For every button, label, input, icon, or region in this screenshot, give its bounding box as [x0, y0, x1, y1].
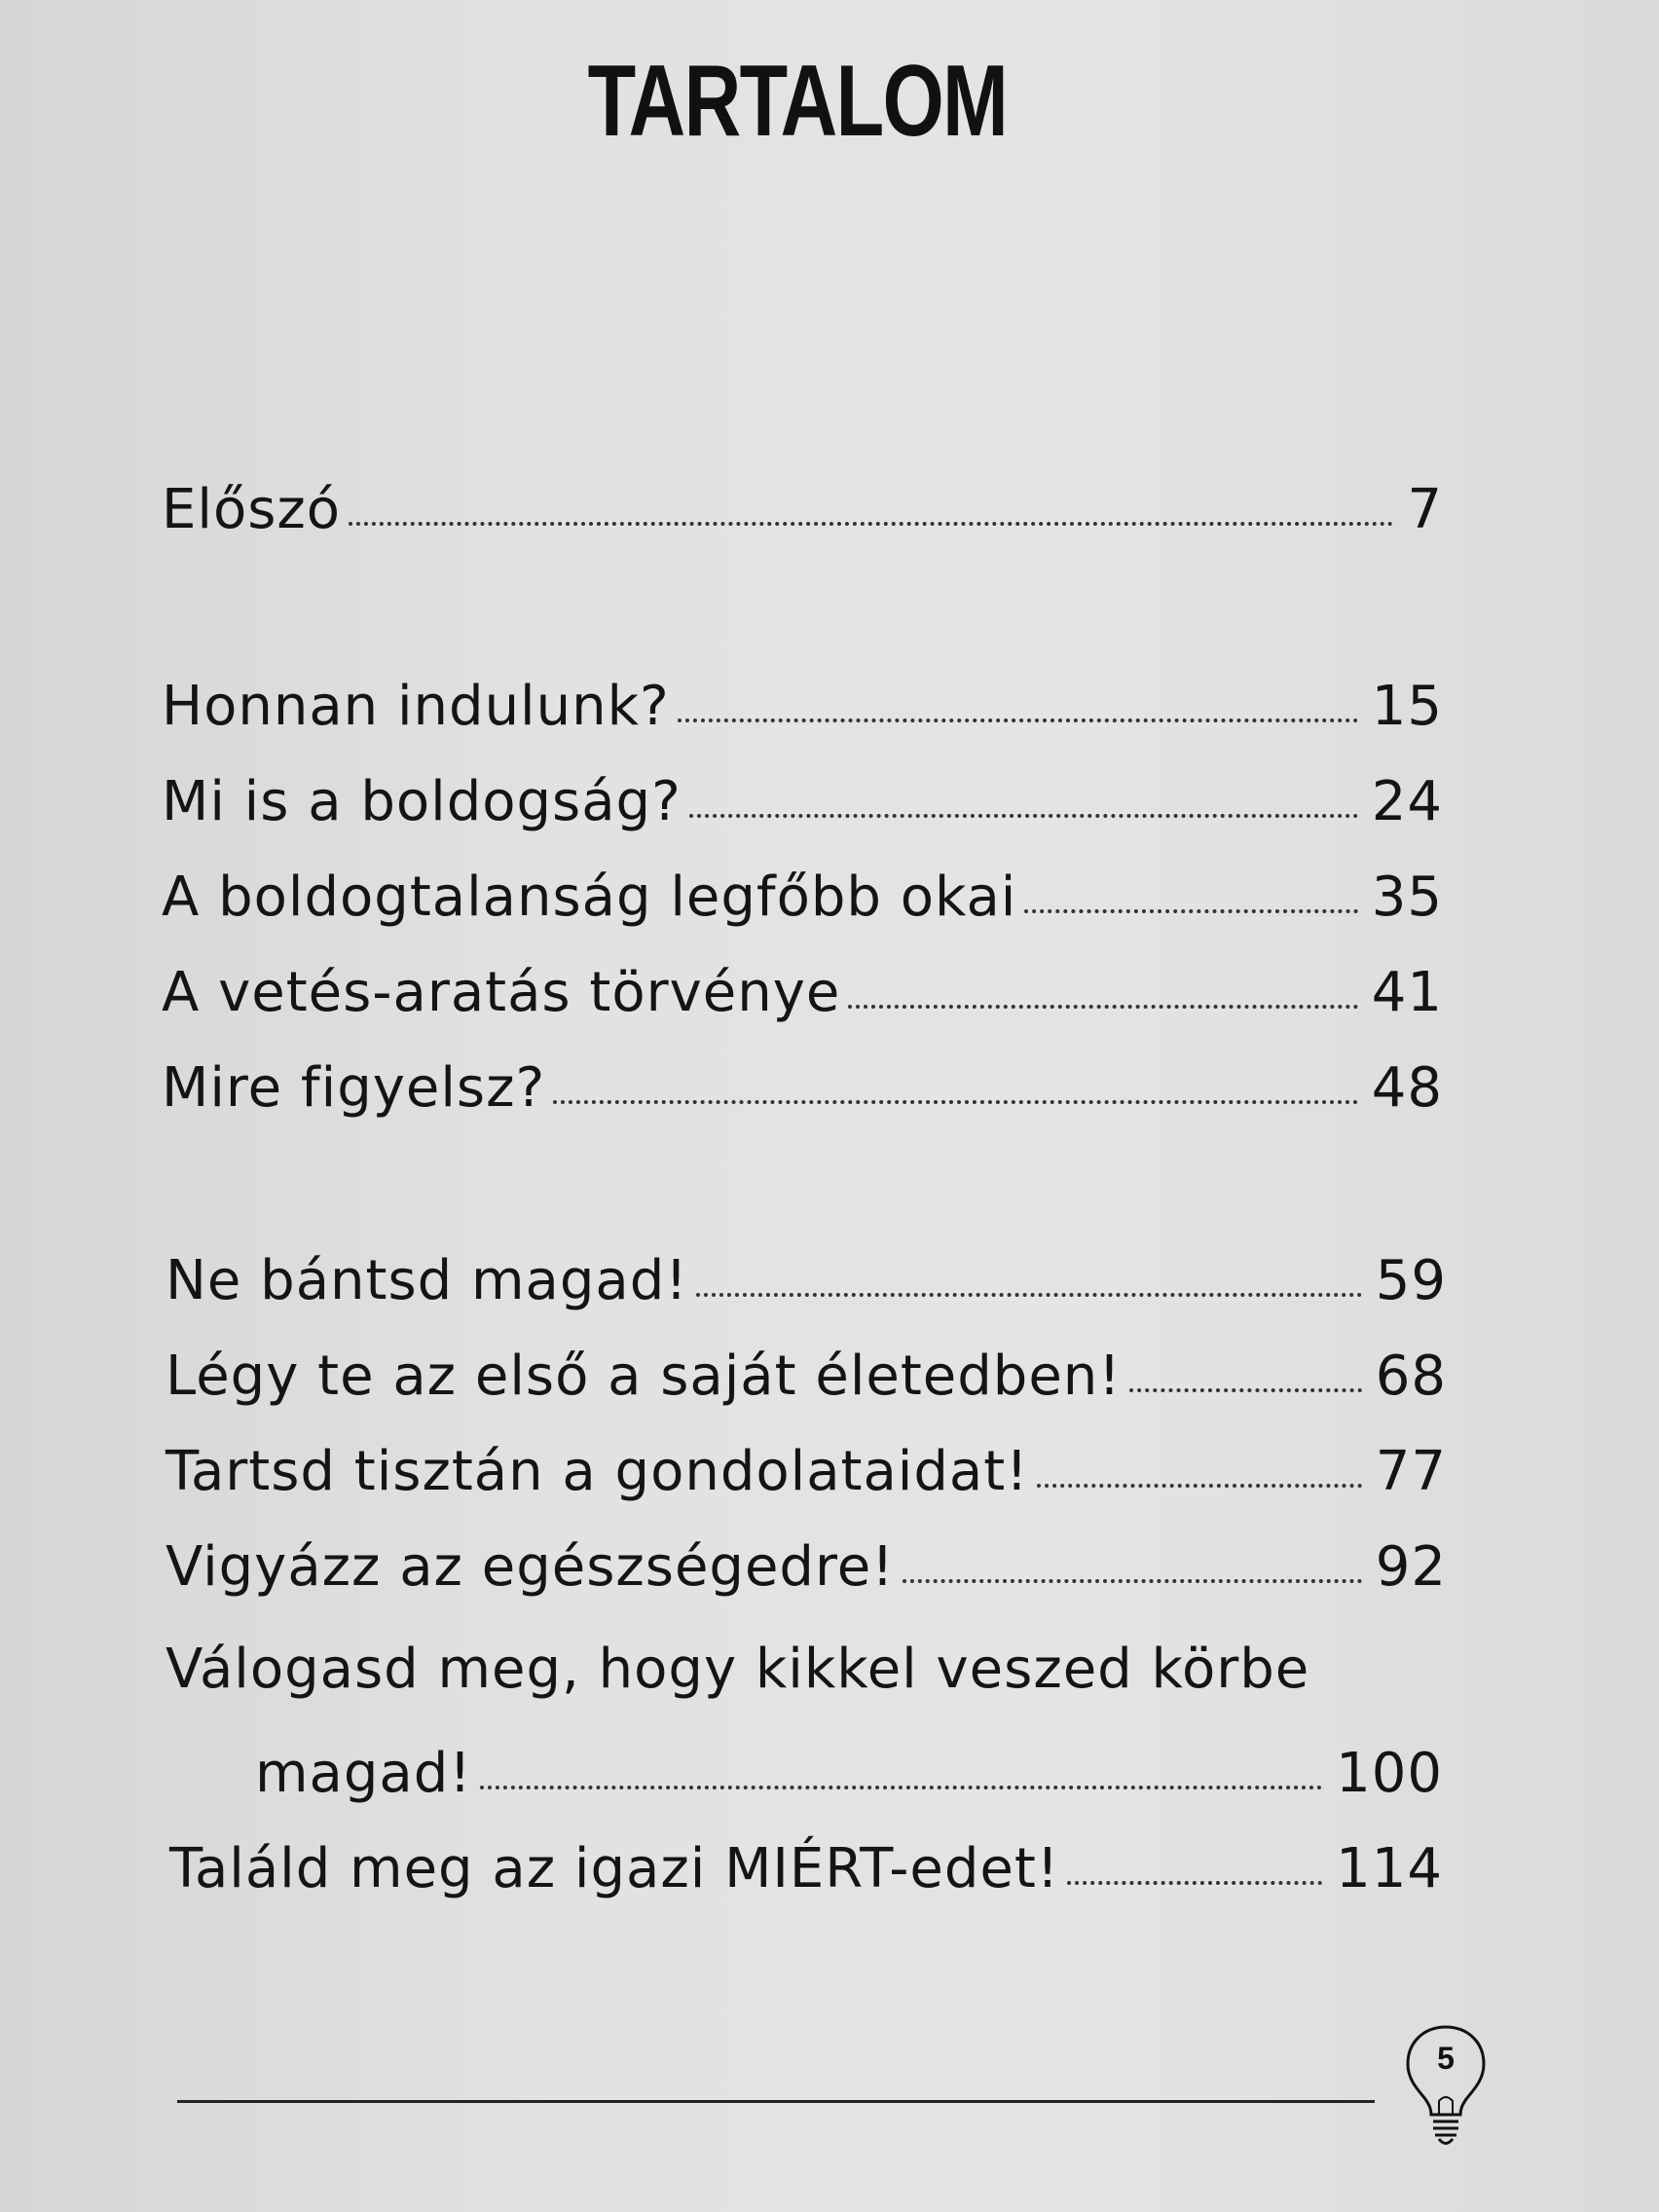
toc-entry-label-line1: Válogasd meg, hogy kikkel veszed körbe	[166, 1638, 1310, 1701]
toc-entry-label: Mire figyelsz?	[162, 1056, 546, 1120]
leader-dots	[1129, 1388, 1362, 1392]
toc-entry-page: 100	[1336, 1742, 1443, 1805]
toc-entry	[162, 853, 1443, 929]
page-number: 5	[1437, 2041, 1455, 2076]
leader-dots	[1037, 1484, 1362, 1488]
leader-dots	[848, 1005, 1357, 1009]
leader-dots	[678, 719, 1358, 722]
toc-entry	[255, 1729, 1443, 1805]
leader-dots	[553, 1100, 1358, 1104]
toc-entry-label: A vetés-aratás törvénye	[162, 961, 841, 1024]
toc-entry-label: Mi is a boldogság?	[162, 770, 682, 833]
toc-entry	[162, 662, 1443, 738]
toc-entry-page: 92	[1375, 1535, 1447, 1599]
toc-entry	[162, 465, 1443, 541]
toc-entry-page: 59	[1375, 1249, 1447, 1312]
toc-entry-label: Vigyázz az egészségedre!	[166, 1535, 895, 1599]
leader-dots	[903, 1579, 1362, 1583]
toc-entry	[162, 948, 1443, 1024]
toc-entry	[162, 757, 1443, 833]
toc-entry-label: Ne bántsd magad!	[166, 1249, 688, 1312]
toc-entry-page: 35	[1371, 866, 1443, 929]
leader-dots	[480, 1786, 1322, 1789]
footer-rule	[177, 2100, 1375, 2103]
toc-entry-label: Találd meg az igazi MIÉRT-edet!	[169, 1837, 1060, 1900]
toc-entry-page: 41	[1371, 961, 1443, 1024]
toc-entry-page: 7	[1407, 478, 1443, 541]
toc-entry	[166, 1523, 1447, 1599]
leader-dots	[689, 814, 1358, 818]
leader-dots	[1067, 1881, 1322, 1885]
toc-entry-page: 15	[1371, 675, 1443, 738]
toc-entry	[166, 1236, 1447, 1312]
toc-entry-page: 68	[1375, 1345, 1447, 1408]
toc-entry-page: 24	[1371, 770, 1443, 833]
leader-dots	[349, 522, 1393, 526]
toc-entry-label: Tartsd tisztán a gondolataidat!	[166, 1440, 1029, 1503]
toc-entry-label: Légy te az első a saját életedben!	[166, 1345, 1122, 1408]
toc-entry	[166, 1332, 1447, 1408]
toc-entry	[166, 1427, 1447, 1503]
toc-entry-page: 48	[1371, 1056, 1443, 1120]
leader-dots	[1024, 909, 1357, 913]
toc-entry-page: 77	[1375, 1440, 1447, 1503]
toc-entry-label: Előszó	[162, 478, 342, 541]
page-title: TARTALOM	[587, 45, 1008, 158]
toc-entry-label: magad!	[255, 1742, 472, 1805]
toc-entry-label: Honnan indulunk?	[162, 675, 670, 738]
leader-dots	[696, 1293, 1362, 1297]
toc-entry-label: A boldogtalanság legfőbb okai	[162, 866, 1017, 929]
toc-entry-page: 114	[1336, 1837, 1443, 1900]
toc-entry	[169, 1825, 1443, 1900]
toc-entry	[162, 1044, 1443, 1120]
